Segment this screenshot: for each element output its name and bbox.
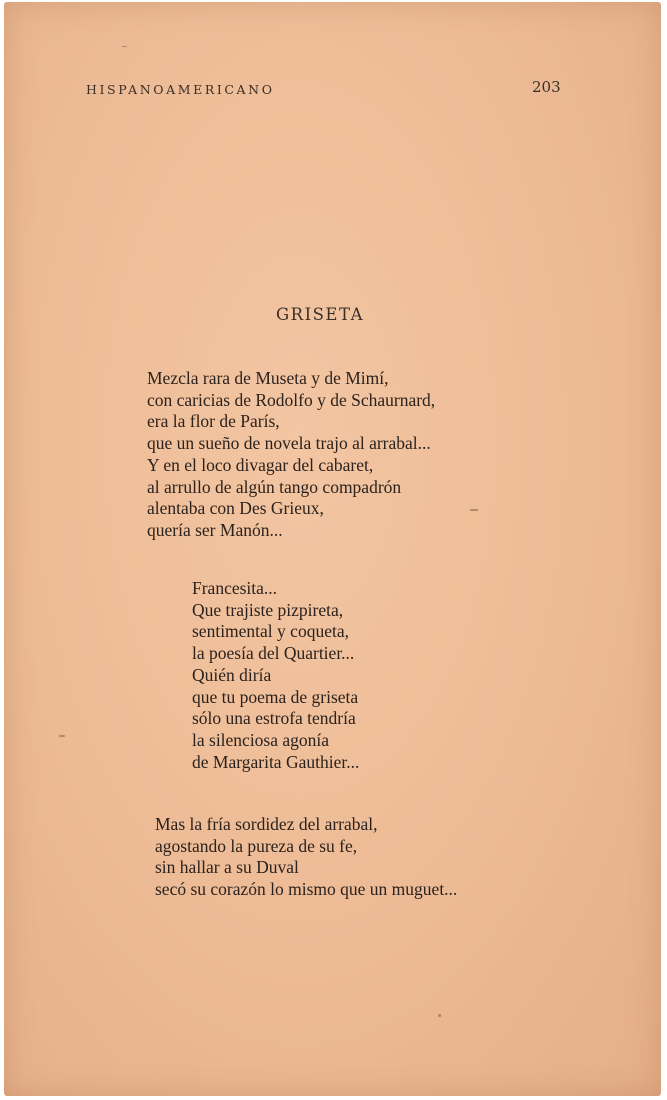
- verse-line: la silenciosa agonía: [192, 729, 330, 750]
- verse-line: quería ser Manón...: [147, 519, 283, 540]
- verse-line: Quién diría: [192, 664, 272, 685]
- page-number: 203: [532, 78, 561, 96]
- verse-line: sin hallar a su Duval: [155, 857, 299, 878]
- verse-line: que un sueño de novela trajo al arrabal...: [147, 433, 431, 454]
- book-page: [4, 2, 661, 1096]
- verse-line: Que trajiste pizpireta,: [192, 599, 344, 620]
- verse-line: Y en el loco divagar del cabaret,: [147, 454, 374, 475]
- stanza-1: [147, 368, 435, 542]
- verse-line: al arrullo de algún tango compadrón: [147, 476, 402, 497]
- stanza-2: [192, 578, 359, 773]
- verse-line: agostando la pureza de su fe,: [155, 835, 358, 856]
- verse-line: Mas la fría sordidez del arrabal,: [155, 814, 378, 834]
- stanza-3: [155, 814, 457, 901]
- paper-fleck: [122, 46, 127, 47]
- verse-line: con caricias de Rodolfo y de Schaurnard,: [147, 389, 436, 410]
- verse-line: Mezcla rara de Museta y de Mimí,: [147, 368, 389, 388]
- verse-line: era la flor de París,: [147, 411, 280, 432]
- verse-line: Francesita...: [192, 578, 278, 598]
- verse-line: sólo una estrofa tendría: [192, 708, 356, 729]
- verse-line: de Margarita Gauthier...: [192, 751, 360, 772]
- paper-fleck: [438, 1014, 441, 1017]
- paper-fleck: [59, 735, 65, 737]
- running-head: HISPANOAMERICANO: [86, 82, 275, 97]
- verse-line: secó su corazón lo mismo que un muguet...: [155, 879, 458, 900]
- verse-line: sentimental y coqueta,: [192, 621, 349, 642]
- paper-fleck: [470, 509, 478, 511]
- poem-title: GRISETA: [276, 305, 364, 324]
- verse-line: la poesía del Quartier...: [192, 643, 355, 664]
- verse-line: alentaba con Des Grieux,: [147, 498, 324, 519]
- verse-line: que tu poema de griseta: [192, 686, 359, 707]
